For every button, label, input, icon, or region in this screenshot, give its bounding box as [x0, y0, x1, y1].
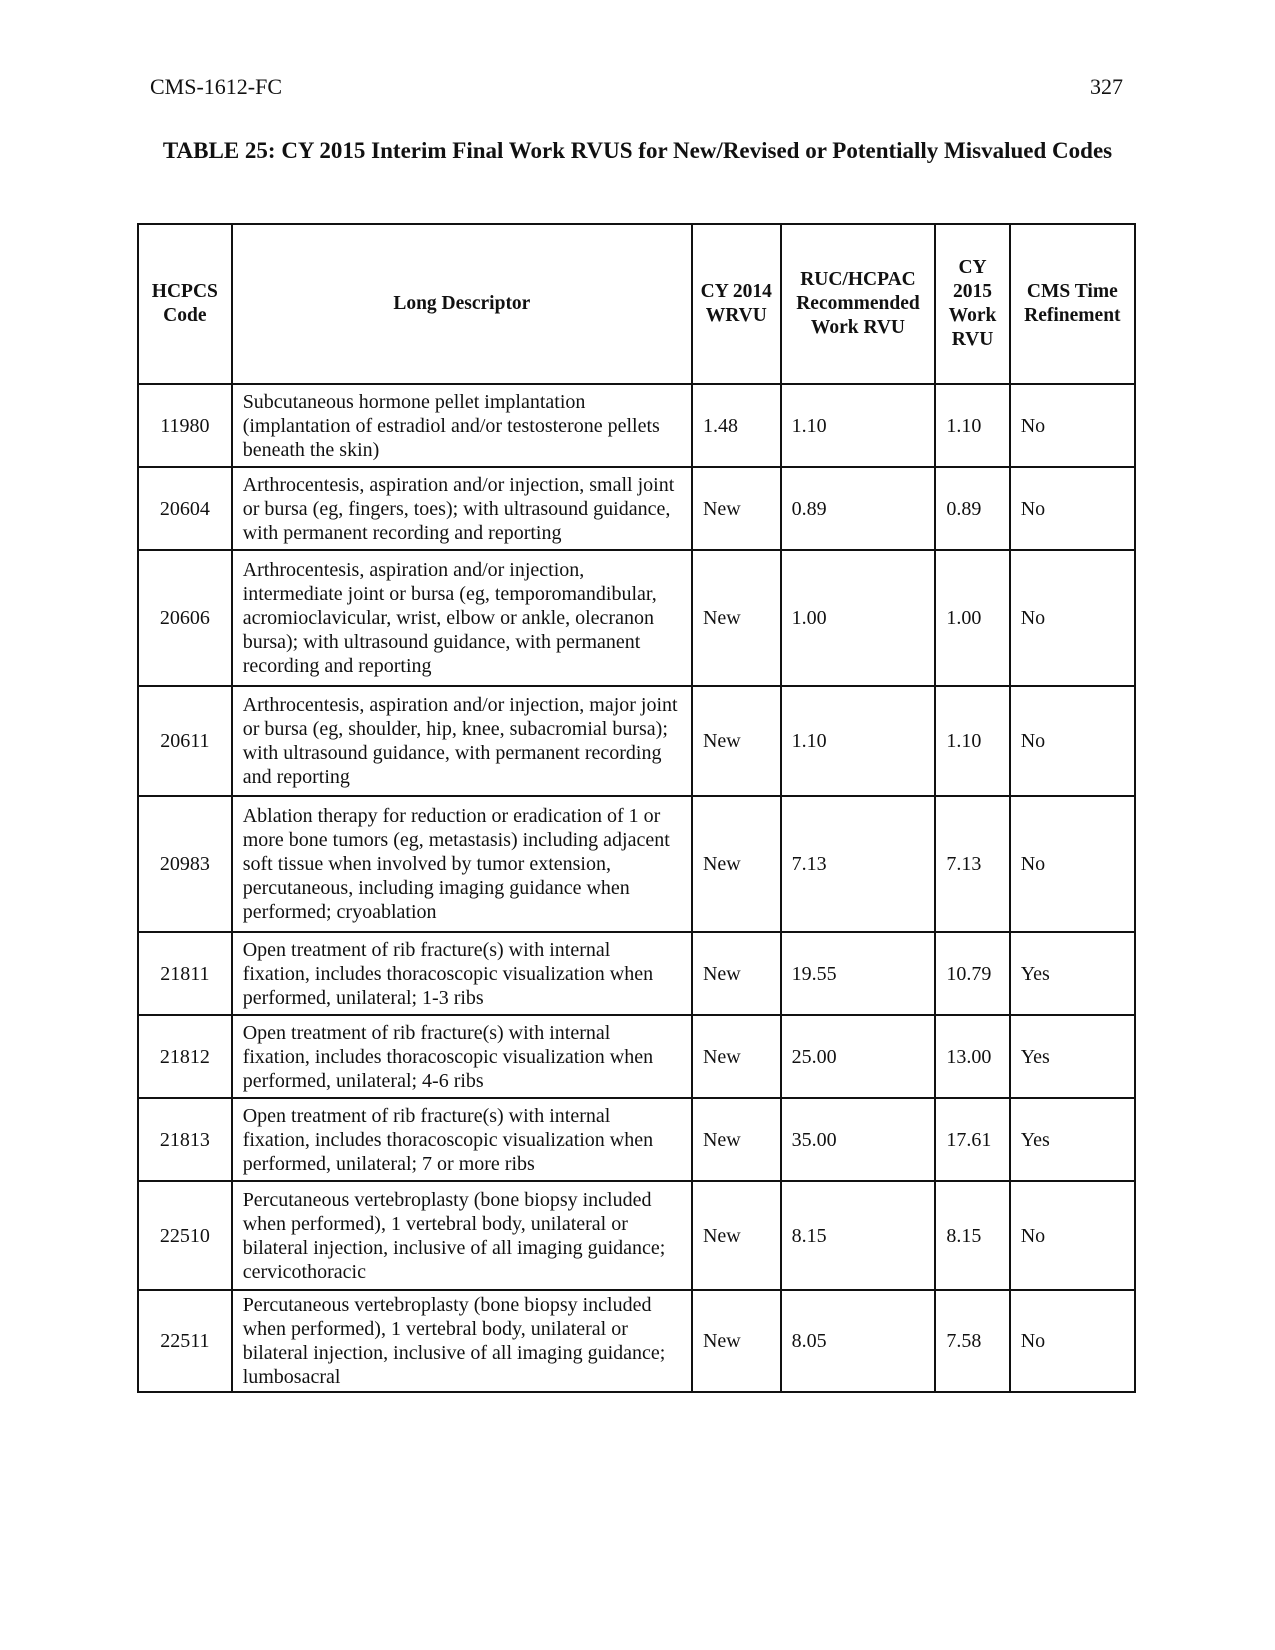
- descriptor-cell: Arthrocentesis, aspiration and/or injection, intermediate joint or bursa (eg, temporomandibular, acromioclavicular, wrist, elbow or ankle, olecranon bursa); with ultrasound guidance, with permanent recording and reporting: [232, 550, 692, 686]
- cy2014-cell: 1.48: [692, 384, 781, 467]
- descriptor-cell: Open treatment of rib fracture(s) with internal fixation, includes thoracoscopic visualization when performed, unilateral; 7 or more ribs: [232, 1098, 692, 1181]
- table-title: TABLE 25: CY 2015 Interim Final Work RVUS for New/Revised or Potentially Misvalued Codes: [162, 138, 1113, 163]
- column-header-cy2015-work-rvu: CY 2015 Work RVU: [935, 224, 1009, 384]
- hcpcs-code-cell: 22511: [138, 1290, 232, 1392]
- refinement-cell: Yes: [1010, 932, 1135, 1015]
- page-number: 327: [1090, 74, 1123, 99]
- refinement-cell: No: [1010, 1181, 1135, 1290]
- hcpcs-code-cell: 20611: [138, 686, 232, 796]
- descriptor-cell: Subcutaneous hormone pellet implantation (implantation of estradiol and/or testosterone pellets beneath the skin): [232, 384, 692, 467]
- ruc-cell: 1.00: [781, 550, 936, 686]
- cy2014-cell: New: [692, 796, 781, 932]
- ruc-cell: 35.00: [781, 1098, 936, 1181]
- cy2014-cell: New: [692, 932, 781, 1015]
- column-header-hcpcs-code: HCPCS Code: [138, 224, 232, 384]
- table-row: [138, 550, 1135, 686]
- refinement-cell: No: [1010, 467, 1135, 550]
- table-row: [138, 1181, 1135, 1290]
- descriptor-cell: Open treatment of rib fracture(s) with internal fixation, includes thoracoscopic visualization when performed, unilateral; 4-6 ribs: [232, 1015, 692, 1098]
- refinement-cell: No: [1010, 796, 1135, 932]
- table-row: [138, 932, 1135, 1015]
- refinement-cell: Yes: [1010, 1098, 1135, 1181]
- hcpcs-code-cell: 21811: [138, 932, 232, 1015]
- column-header-cms-time-refinement: CMS Time Refinement: [1010, 224, 1135, 384]
- ruc-cell: 7.13: [781, 796, 936, 932]
- cy2015-cell: 17.61: [935, 1098, 1009, 1181]
- descriptor-cell: Arthrocentesis, aspiration and/or injection, small joint or bursa (eg, fingers, toes); with ultrasound guidance, with permanent recording and reporting: [232, 467, 692, 550]
- cy2015-cell: 0.89: [935, 467, 1009, 550]
- ruc-cell: 19.55: [781, 932, 936, 1015]
- column-header-cy2014-wrvu: CY 2014 WRVU: [692, 224, 781, 384]
- descriptor-cell: Ablation therapy for reduction or eradication of 1 or more bone tumors (eg, metastasis) including adjacent soft tissue when involved by tumor extension, percutaneous, including imaging guidance when performed; cryoablation: [232, 796, 692, 932]
- descriptor-cell: Arthrocentesis, aspiration and/or injection, major joint or bursa (eg, shoulder, hip, knee, subacromial bursa); with ultrasound guidance, with permanent recording and reporting: [232, 686, 692, 796]
- hcpcs-code-cell: 11980: [138, 384, 232, 467]
- cy2014-cell: New: [692, 686, 781, 796]
- table-row: [138, 467, 1135, 550]
- refinement-cell: No: [1010, 1290, 1135, 1392]
- refinement-cell: No: [1010, 550, 1135, 686]
- refinement-cell: Yes: [1010, 1015, 1135, 1098]
- cy2014-cell: New: [692, 467, 781, 550]
- cy2014-cell: New: [692, 1181, 781, 1290]
- table-row: [138, 1290, 1135, 1392]
- cy2015-cell: 13.00: [935, 1015, 1009, 1098]
- column-header-ruc-recommended: RUC/HCPAC Recommended Work RVU: [781, 224, 936, 384]
- column-header-long-descriptor: Long Descriptor: [232, 224, 692, 384]
- hcpcs-code-cell: 22510: [138, 1181, 232, 1290]
- cy2014-cell: New: [692, 550, 781, 686]
- hcpcs-code-cell: 20606: [138, 550, 232, 686]
- hcpcs-code-cell: 21812: [138, 1015, 232, 1098]
- hcpcs-code-cell: 21813: [138, 1098, 232, 1181]
- cy2014-cell: New: [692, 1015, 781, 1098]
- document-id: CMS-1612-FC: [150, 74, 283, 99]
- ruc-cell: 0.89: [781, 467, 936, 550]
- cy2015-cell: 1.10: [935, 384, 1009, 467]
- table-row: [138, 1098, 1135, 1181]
- ruc-cell: 1.10: [781, 686, 936, 796]
- cy2015-cell: 1.00: [935, 550, 1009, 686]
- table-row: [138, 1015, 1135, 1098]
- descriptor-cell: Percutaneous vertebroplasty (bone biopsy included when performed), 1 vertebral body, unilateral or bilateral injection, inclusive of all imaging guidance; cervicothoracic: [232, 1181, 692, 1290]
- descriptor-cell: Percutaneous vertebroplasty (bone biopsy included when performed), 1 vertebral body, unilateral or bilateral injection, inclusive of all imaging guidance; lumbosacral: [232, 1290, 692, 1392]
- ruc-cell: 25.00: [781, 1015, 936, 1098]
- ruc-cell: 1.10: [781, 384, 936, 467]
- ruc-cell: 8.15: [781, 1181, 936, 1290]
- cy2015-cell: 7.13: [935, 796, 1009, 932]
- cy2015-cell: 10.79: [935, 932, 1009, 1015]
- hcpcs-code-cell: 20983: [138, 796, 232, 932]
- cy2014-cell: New: [692, 1098, 781, 1181]
- table-header-row: [138, 224, 1135, 384]
- cy2015-cell: 1.10: [935, 686, 1009, 796]
- rvu-table: [137, 223, 1136, 1393]
- refinement-cell: No: [1010, 686, 1135, 796]
- table-row: [138, 384, 1135, 467]
- cy2015-cell: 8.15: [935, 1181, 1009, 1290]
- table-row: [138, 796, 1135, 932]
- hcpcs-code-cell: 20604: [138, 467, 232, 550]
- refinement-cell: No: [1010, 384, 1135, 467]
- cy2015-cell: 7.58: [935, 1290, 1009, 1392]
- table-row: [138, 686, 1135, 796]
- ruc-cell: 8.05: [781, 1290, 936, 1392]
- cy2014-cell: New: [692, 1290, 781, 1392]
- descriptor-cell: Open treatment of rib fracture(s) with internal fixation, includes thoracoscopic visualization when performed, unilateral; 1-3 ribs: [232, 932, 692, 1015]
